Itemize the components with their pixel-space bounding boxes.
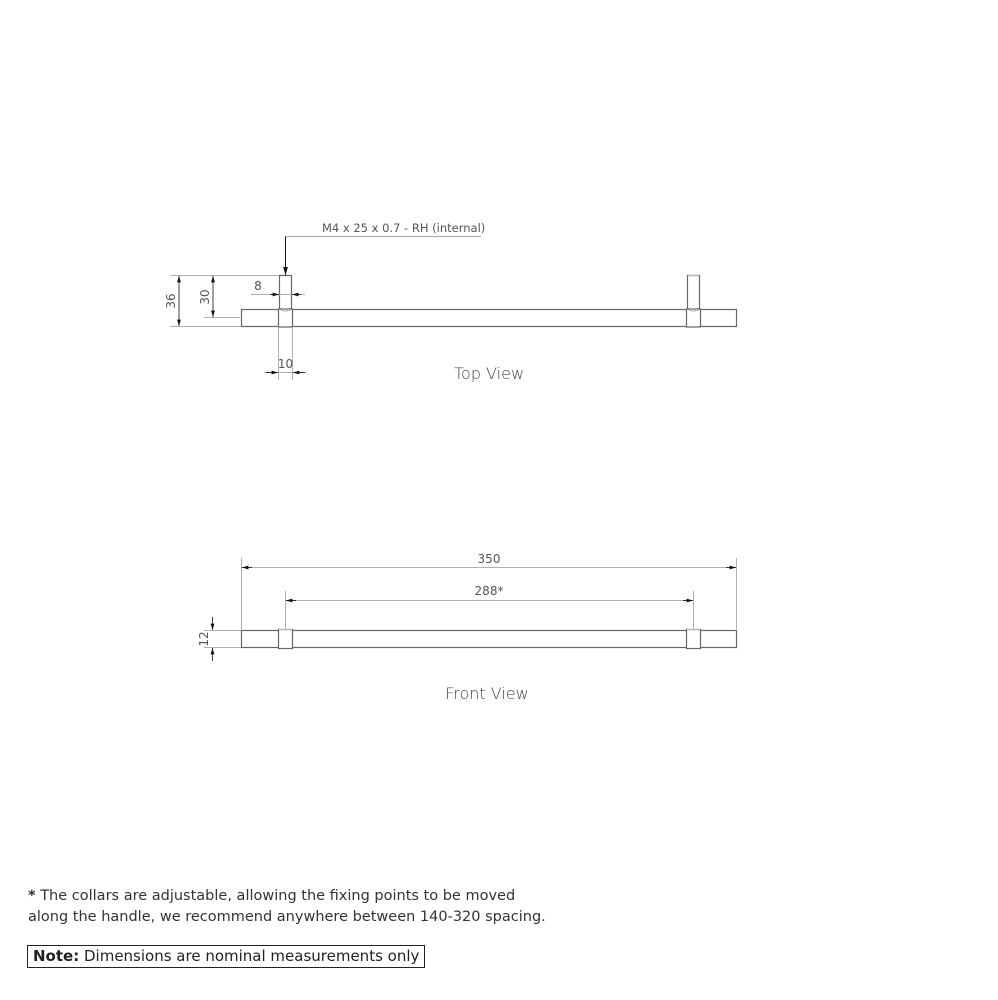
front-view-label: Front View (445, 684, 529, 703)
note-box (27, 945, 425, 968)
dim-bar-diameter (197, 617, 241, 661)
footnote-asterisk: * (28, 888, 36, 904)
front-view-right-collar (687, 630, 701, 649)
dim-bar-diameter-text: 12 (197, 631, 211, 647)
top-view-label: Top View (453, 364, 525, 383)
note-prefix: Note: (33, 947, 80, 965)
dim-post-height-text: 30 (198, 289, 212, 305)
dim-fixing-centres (286, 584, 694, 629)
dim-collar-width (264, 327, 306, 380)
front-view-bar (242, 631, 737, 648)
dim-post-width (251, 279, 305, 295)
top-view-left-collar (279, 309, 293, 327)
top-view-right-post (688, 276, 700, 310)
note-text: Dimensions are nominal measurements only (83, 947, 420, 965)
thread-callout-text: M4 x 25 x 0.7 - RH (internal) (322, 221, 486, 235)
front-view (197, 552, 737, 703)
top-view-left-post (280, 276, 292, 310)
thread-callout (286, 221, 486, 275)
dim-overall-height-text: 36 (164, 293, 178, 309)
front-view-left-collar (279, 630, 293, 649)
dim-collar-width-text: 10 (277, 357, 294, 371)
dim-post-width-text: 8 (254, 279, 262, 293)
dim-overall-length-text: 350 (477, 552, 501, 566)
top-view-right-collar (687, 309, 701, 327)
top-view-bar (242, 310, 737, 327)
footnote (28, 886, 546, 928)
dim-post-height (198, 276, 240, 318)
footnote-line-1: * The collars are adjustable, allowing the fixing points to be moved (28, 888, 516, 904)
footnote-line-2: along the handle, we recommend anywhere between 140-320 spacing. (28, 909, 546, 925)
top-view (164, 221, 737, 383)
dim-fixing-centres-text: 288* (474, 584, 504, 598)
